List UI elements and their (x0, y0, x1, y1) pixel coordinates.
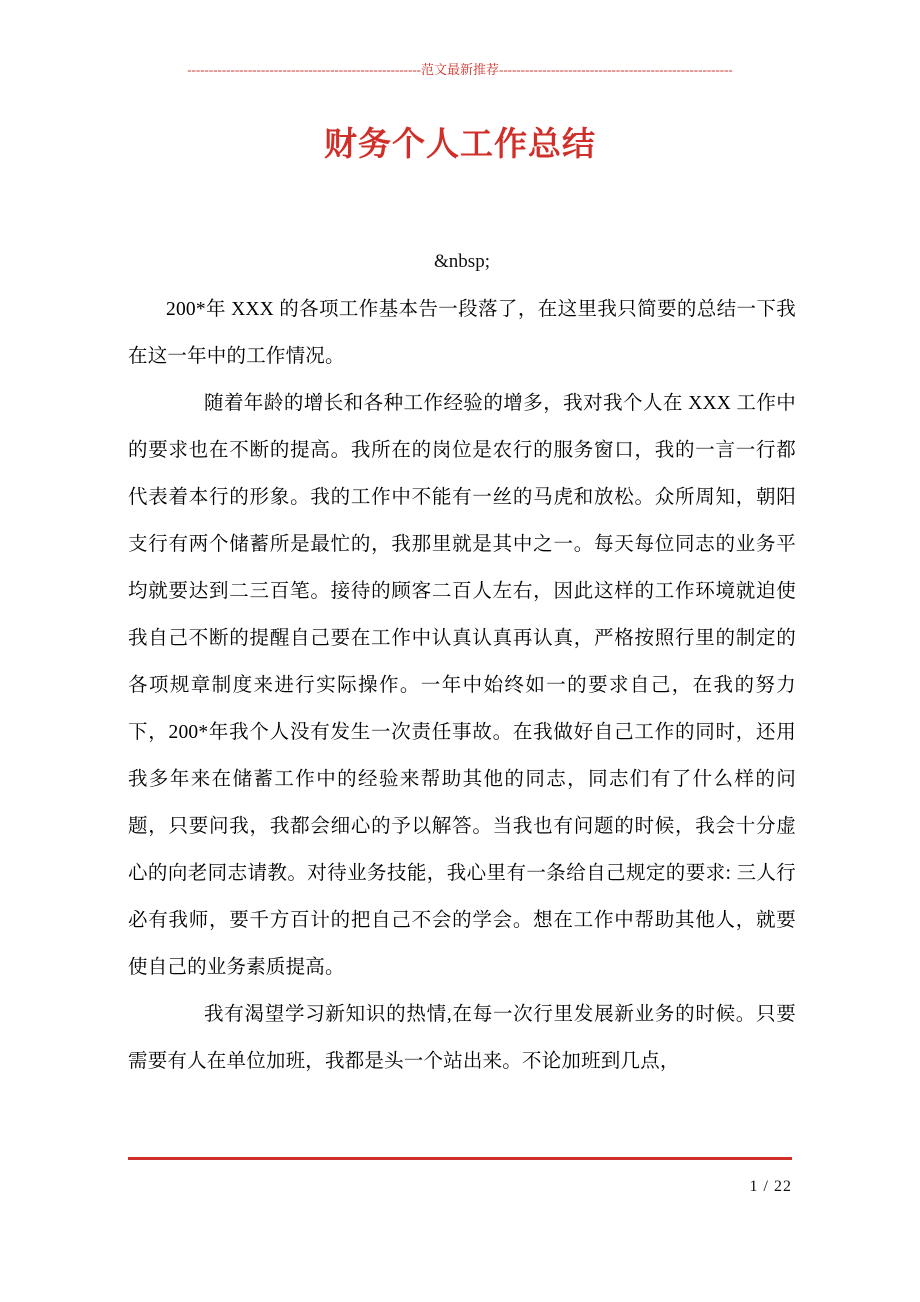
document-body (128, 238, 796, 1085)
paragraph: 随着年龄的增长和各种工作经验的增多，我对我个人在 XXX 工作中的要求也在不断的提高。我所在的岗位是农行的服务窗口，我的一言一行都代表着本行的形象。我的工作中不能有一丝的马虎和放松。众所周知，朝阳支行有两个储蓄所是最忙的，我那里就是其中之一。每天每位同志的业务平均就要达到二三百笔。接待的顾客二百人左右，因此这样的工作环境就迫使我自己不断的提醒自己要在工作中认真认真再认真，严格按照行里的制定的各项规章制度来进行实际操作。一年中始终如一的要求自己，在我的努力下，200*年我个人没有发生一次责任事故。在我做好自己工作的同时，还用我多年来在储蓄工作中的经验来帮助其他的同志，同志们有了什么样的问题，只要问我，我都会细心的予以解答。当我也有问题的时候，我会十分虚心的向老同志请教。对待业务技能，我心里有一条给自己规定的要求: 三人行必有我师，要千方百计的把自己不会的学会。想在工作中帮助其他人，就要使自己的业务素质提高。 (128, 393, 796, 978)
page-number: 1 / 22 (749, 1178, 792, 1195)
footer-divider (128, 1157, 792, 1160)
header-banner: ------------------------------------------------------范文最新推荐------------------------------------------------------ (187, 62, 733, 77)
nbsp-placeholder-line: &nbsp; (434, 251, 490, 272)
paragraph: 我有渴望学习新知识的热情,在每一次行里发展新业务的时候。只要需要有人在单位加班，我都是头一个站出来。不论加班到几点， (128, 1004, 796, 1072)
paragraph: 200*年 XXX 的各项工作基本告一段落了，在这里我只简要的总结一下我在这一年中的工作情况。 (128, 299, 796, 367)
page-title: 财务个人工作总结 (324, 124, 596, 163)
